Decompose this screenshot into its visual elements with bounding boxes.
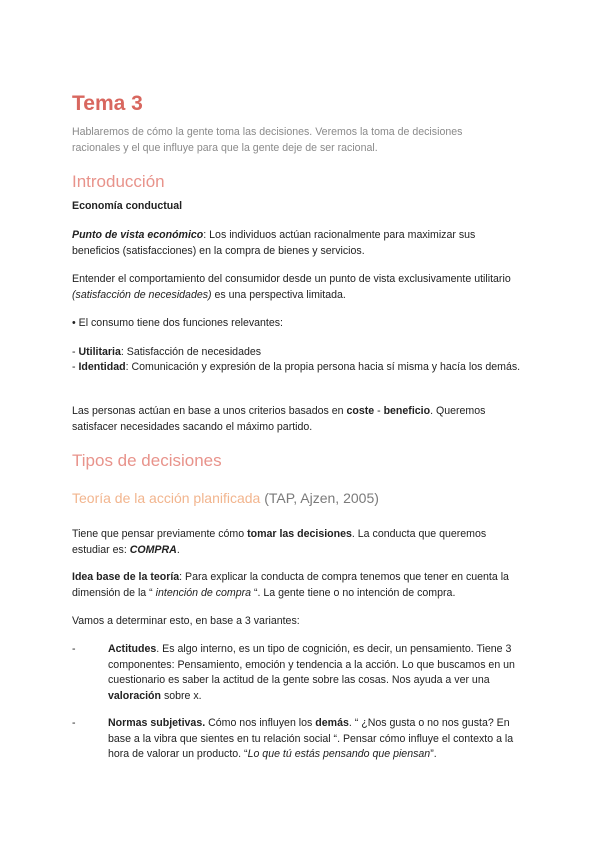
paragraph-idea-base: Idea base de la teoría: Para explicar la conducta de compra tenemos que tener en cuenta la dimensión de la “ intención de compra “. La gente tiene o no intención de compra. xyxy=(72,571,509,599)
paragraph-punto-de-vista: Punto de vista económico: Los individuos actúan racionalmente para maximizar sus beneficios (satisfacciones) en la compra de bienes y servicios. xyxy=(72,229,476,257)
list-item-normas-subjetivas: - Normas subjetivas. Cómo nos influyen los demás. “ ¿Nos gusta o no nos gusta? En base a la vibra que sientes en tu relación social “. Pensar cómo influye el contexto a la hora de valorar un producto. “Lo que tú estás pensando que piensan”. xyxy=(72,717,514,760)
intro-text: Hablaremos de cómo la gente toma las decisiones. Veremos la toma de decisiones racionales y el que influye para que la gente deje de ser racional. xyxy=(72,126,463,154)
bullet-item: • El consumo tiene dos funciones relevantes: xyxy=(72,317,283,329)
term-punto-de-vista: Punto de vista económico xyxy=(72,229,204,241)
subheading-teoria-accion-planificada: Teoría de la acción planificada (TAP, Ajzen, 2005) xyxy=(72,490,379,506)
paragraph-utilitario: Entender el comportamiento del consumidor desde un punto de vista exclusivamente utilitario (satisfacción de necesidades) es una perspectiva limitada. xyxy=(72,273,511,301)
section-heading-tipos-de-decisiones: Tipos de decisiones xyxy=(72,451,222,470)
paragraph-coste-beneficio: Las personas actúan en base a unos criterios basados en coste - beneficio. Queremos satisfacer necesidades sacando el máximo partido. xyxy=(72,405,486,433)
paragraph-tomar-decisiones: Tiene que pensar previamente cómo tomar las decisiones. La conducta que queremos estudiar es: COMPRA. xyxy=(72,528,487,556)
list-item-actitudes: - Actitudes. Es algo interno, es un tipo de cognición, es decir, un pensamiento. Tiene 3 componentes: Pensamiento, emoción y tendencia a la acción. Lo que buscamos en un cuestionario es saber la actitud de la gente sobre las cosas. Nos ayuda a ver una valoración sobre x. xyxy=(72,643,515,702)
paragraph-variantes: Vamos a determinar esto, en base a 3 variantes: xyxy=(72,615,300,627)
subheading-economia-conductual: Economía conductual xyxy=(72,200,183,212)
function-utilitaria: - Utilitaria: Satisfacción de necesidades xyxy=(72,346,262,358)
page-title: Tema 3 xyxy=(72,92,143,115)
section-heading-introduccion: Introducción xyxy=(72,172,165,191)
function-identidad: - Identidad: Comunicación y expresión de la propia persona hacia sí misma y hacía los demás. xyxy=(72,361,521,373)
